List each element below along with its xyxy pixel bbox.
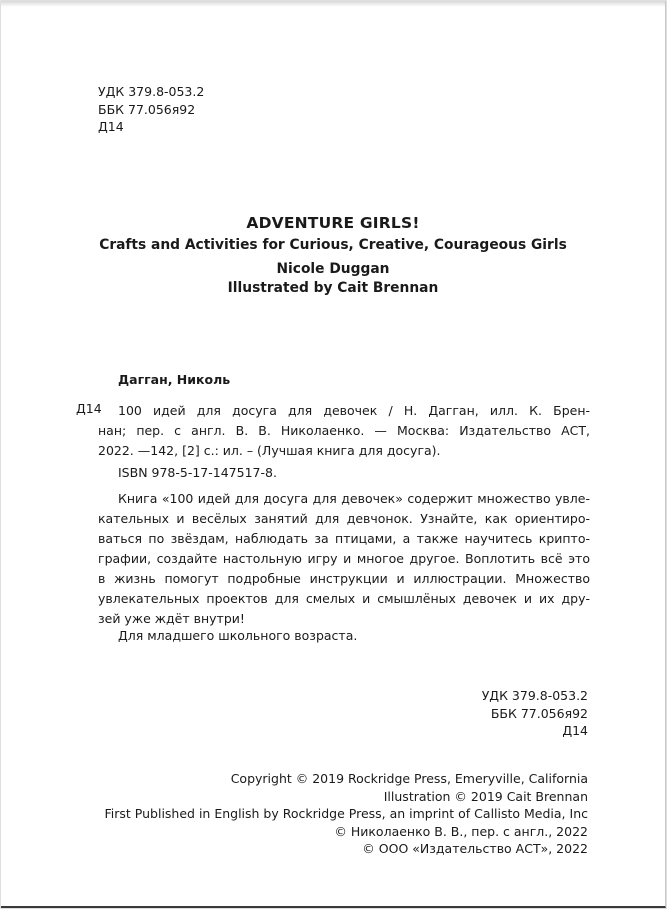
annotation-line: графии, создайте настольную игру и многое другое. Воплотить всё это xyxy=(98,551,590,566)
annotation-line: Книга «100 идей для досуга для девочек» содержит множество увле- xyxy=(118,491,590,506)
book-illustrator: Illustrated by Cait Brennan xyxy=(227,280,439,296)
isbn: ISBN 978-5-17-147517-8. xyxy=(118,465,277,480)
book-author: Nicole Duggan xyxy=(276,261,390,277)
author-sign: Д14 xyxy=(562,723,588,738)
annotation-line: в жизнь помогут подробные инструкции и иллюстрации. Множество xyxy=(98,571,590,586)
page-top-shadow xyxy=(1,1,665,7)
catalog-author-heading: Дагган, Николь xyxy=(118,372,231,387)
copyright-line: © Николаенко В. В., пер. с англ., 2022 xyxy=(334,823,588,839)
copyright-line: Illustration © 2019 Cait Brennan xyxy=(383,788,588,804)
book-title: ADVENTURE GIRLS! xyxy=(246,214,420,232)
catalog-code: Д14 xyxy=(76,401,102,416)
description-line: 100 идей для досуга для девочек / Н. Дагган, илл. К. Брен- xyxy=(118,403,590,418)
age-rating: Для младшего школьного возраста. xyxy=(118,628,358,643)
classification-bottom xyxy=(482,687,588,740)
classification-top xyxy=(98,83,204,136)
bbk-code: ББК 77.056я92 xyxy=(98,101,196,117)
annotation-line: ваться по звёздам, наблюдать за птицами, а также научитесь крипто- xyxy=(98,531,590,546)
catalog-description xyxy=(98,401,590,461)
annotation-line: кательных и весёлых занятий для девчонок. Узнайте, как ориентиро- xyxy=(98,511,590,526)
copyright-line: © ООО «Издательство АСТ», 2022 xyxy=(362,841,588,856)
book-subtitle: Crafts and Activities for Curious, Creative, Courageous Girls xyxy=(99,237,567,253)
description-line: 2022. —142, [2] с.: ил. – (Лучшая книга для досуга). xyxy=(98,443,441,458)
udk-code: УДК 379.8-053.2 xyxy=(98,84,205,99)
description-line: нан; пер. с англ. В. В. Николаенко. — Москва: Издательство АСТ, xyxy=(98,423,590,438)
annotation xyxy=(98,489,590,629)
book-page xyxy=(1,1,666,908)
copyright-line: Copyright © 2019 Rockridge Press, Emeryville, California xyxy=(230,771,588,786)
copyright-line: First Published in English by Rockridge Press, an imprint of Callisto Media, Inc xyxy=(104,806,588,821)
udk-code: УДК 379.8-053.2 xyxy=(481,688,588,703)
author-sign: Д14 xyxy=(98,119,124,134)
bbk-code: ББК 77.056я92 xyxy=(490,705,588,721)
annotation-line: зей уже ждёт внутри! xyxy=(98,611,245,626)
annotation-line: увлекательных проектов для смелых и смышлёных девочек и их дру- xyxy=(98,591,590,606)
copyright-block xyxy=(105,770,588,858)
